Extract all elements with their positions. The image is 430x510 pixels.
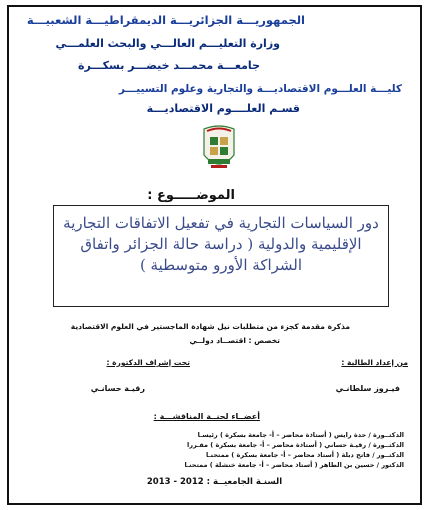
specialty-note: تخصص : اقتصــاد دولــي — [189, 336, 280, 345]
ministry-header: وزارة التعليـــم العالـــي والبحث العلمـــي — [55, 37, 280, 50]
committee-label: أعضــاء لجنــة المناقشـــة : — [153, 412, 260, 421]
supervisor-name: رقيـة حسانـي — [90, 384, 145, 393]
student-label: من إعداد الطالبة : — [341, 358, 408, 367]
university-emblem-icon — [202, 125, 236, 173]
thesis-title: دور السياسات التجارية في تفعيل الاتفاقات التجارية الإقليمية والدولية ( دراسة حالة الجزائر واتفاق الشراكة الأورو متوسطية ) — [53, 205, 389, 307]
committee-member: الدكتــورة / رقيـة حساني ( أستاذة محاضر – أ- جامعة بسكرة ) مقـررا — [187, 441, 404, 449]
student-name: فيـروز سلطانـي — [335, 384, 400, 393]
republic-header: الجمهوريـــة الجزائريـــة الديمقراطيـــة الشعبيـــة — [26, 13, 305, 27]
thesis-cover-page — [7, 5, 422, 505]
supervisor-label: تحت إشراف الدكتورة : — [106, 358, 190, 367]
committee-member: الدكتور / حسين بن الطاهر ( أستاذ محاضر – أ- جامعة خنشلة ) ممتحنـا — [184, 461, 404, 469]
committee-member: الدكتــور / فاتح دبلة ( أستاذ محاضر – أ- جامعة بسكرة ) ممتحنـا — [206, 451, 404, 459]
faculty-header: كليـــة العلـــوم الاقتصاديـــة والتجارية وعلوم التسييـــر — [118, 83, 402, 95]
degree-note: مذكرة مقدمة كجزء من متطلبات نيل شهادة الماجستير في العلوم الاقتصادية — [70, 322, 350, 331]
department-header: قسـم العلــــوم الاقتصاديـــة — [146, 102, 300, 115]
committee-member: الدكتــورة / حدة رايس ( أستاذة محاضر – أ- جامعة بسكرة ) رئيسـا — [197, 431, 404, 439]
academic-year: السنـة الجامعيــة : 2012 - 2013 — [146, 477, 283, 487]
subject-label: الموضـــــوع : — [147, 188, 235, 203]
university-header: جامعـــة محمـــد خيضـــر بسكـــرة — [78, 59, 260, 72]
